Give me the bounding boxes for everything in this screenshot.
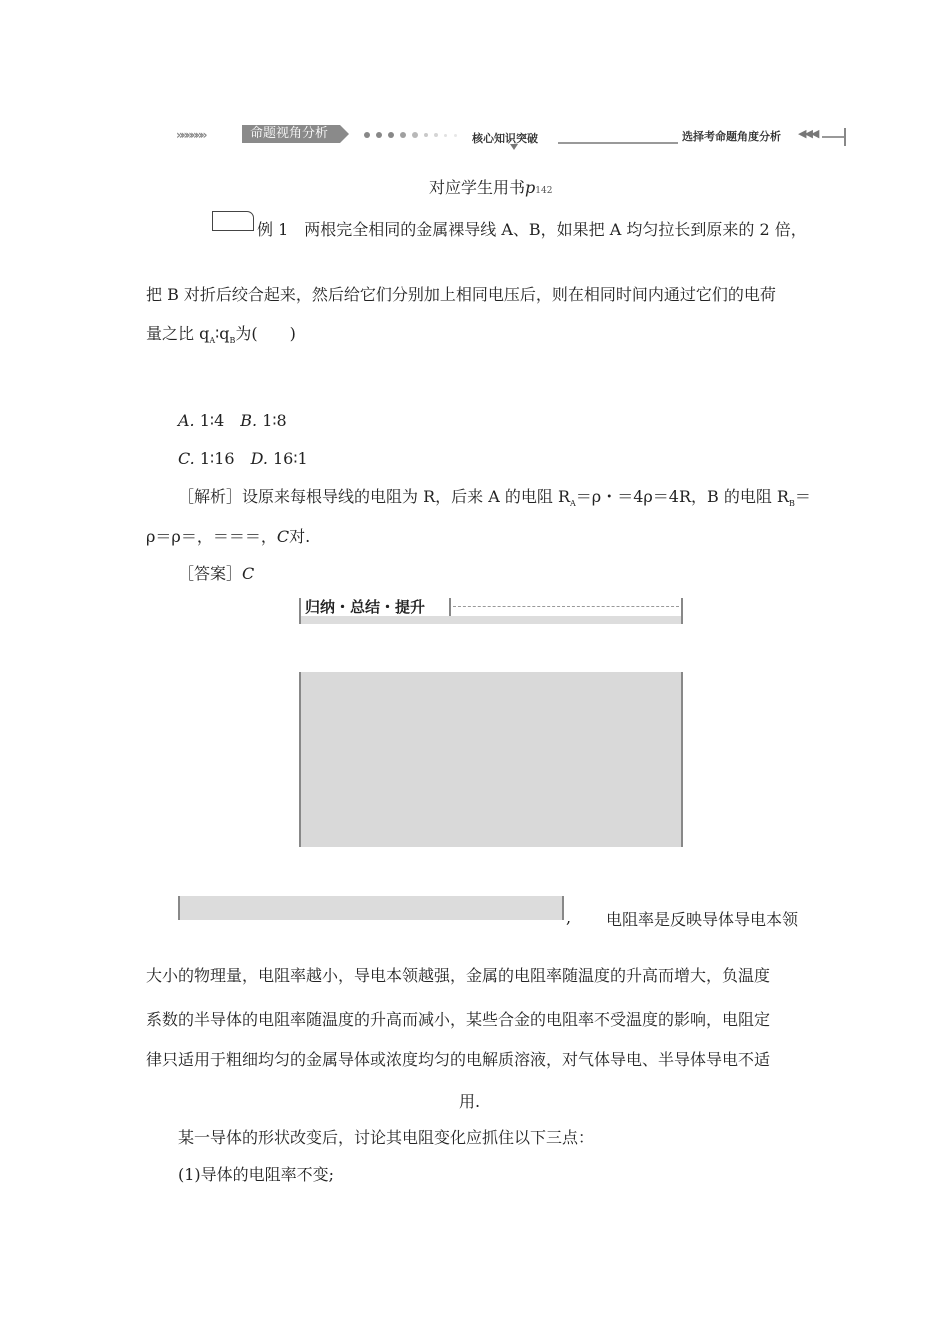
answer-line xyxy=(178,564,254,584)
text-span: C xyxy=(276,527,290,546)
text-span: ［解析］设原来每根导线的电阻为 R，后来 A 的电阻 R xyxy=(178,487,570,506)
section-banner xyxy=(176,124,848,150)
subscript: B xyxy=(788,499,795,509)
paragraph-line-7: (1)导体的电阻率不变; xyxy=(178,1165,335,1184)
dot-icon xyxy=(412,132,418,138)
divider xyxy=(844,128,846,146)
option-letter: C. xyxy=(178,449,195,468)
text-span: 对. xyxy=(289,527,311,546)
options-line-1 xyxy=(178,411,287,431)
page-prefix: p xyxy=(525,178,536,197)
banner-middle: 核心知识突破 xyxy=(472,132,538,145)
reference-text: 对应学生用书 xyxy=(429,178,526,197)
banner-right: 选择考命题角度分析 xyxy=(682,130,781,143)
chevron-right-icon: »»»»»» xyxy=(176,128,205,142)
paragraph-line-2: 大小的物理量，电阻率越小，导电本领越强，金属的电阻率随温度的升高而增大，负温度 xyxy=(146,966,771,985)
triangle-down-icon xyxy=(510,144,518,150)
summary-header xyxy=(299,596,683,624)
subscript: A xyxy=(209,336,216,346)
divider xyxy=(558,142,678,144)
example-marker xyxy=(212,211,254,231)
dot-icon xyxy=(364,132,370,138)
dot-icon xyxy=(454,134,457,137)
paragraph-line-6: 某一导体的形状改变后，讨论其电阻变化应抓住以下三点： xyxy=(178,1128,595,1147)
dot-icon xyxy=(388,132,394,138)
paragraph-line-4: 律只适用于粗细均匀的金属导体或浓度均匀的电解质溶液，对气体导电、半导体导电不适 xyxy=(146,1050,771,1069)
text-span: ＝ xyxy=(794,487,811,506)
answer-label: ［答案］ xyxy=(178,564,243,583)
divider xyxy=(449,598,451,616)
option-letter: D. xyxy=(250,449,268,468)
analysis-line-1 xyxy=(178,487,811,514)
dot-icon xyxy=(376,132,382,138)
page-number: 142 xyxy=(535,186,553,196)
analysis-line-2 xyxy=(146,527,310,547)
paragraph-line-5: 用. xyxy=(459,1092,481,1111)
example-line-3 xyxy=(146,324,296,351)
arrow-left-icon: ◀◀◀ xyxy=(798,127,818,140)
subscript: A xyxy=(570,499,576,509)
subscript: B xyxy=(229,336,236,346)
summary-title: 归纳・总结・提升 xyxy=(305,598,426,616)
summary-placeholder-box xyxy=(299,672,683,847)
reference-line xyxy=(429,178,552,201)
text-span: ρ＝ρ＝，＝＝＝， xyxy=(146,527,277,546)
text-span: ∶q xyxy=(215,324,230,343)
option-text: 1∶8 xyxy=(257,411,287,430)
banner-tag: 命题视角分析 xyxy=(242,125,340,143)
paragraph-line-1: 电阻率是反映导体导电本领 xyxy=(606,910,799,929)
options-line-2 xyxy=(178,449,308,469)
option-text: 16∶1 xyxy=(267,449,308,468)
divider xyxy=(822,136,844,138)
dot-icon xyxy=(424,133,428,137)
text-span: ＝ρ・＝4ρ＝4R，B 的电阻 R xyxy=(575,487,789,506)
example-line-2: 把 B 对折后绞合起来，然后给它们分别加上相同电压后，则在相同时间内通过它们的电荷 xyxy=(146,285,776,304)
divider xyxy=(681,598,683,624)
option-letter: A. xyxy=(178,411,195,430)
option-text: 1∶16 xyxy=(194,449,251,468)
summary-bar xyxy=(301,616,681,624)
text-span: 为( ) xyxy=(235,324,296,343)
placeholder-bar xyxy=(178,896,564,920)
option-text: 1∶4 xyxy=(194,411,241,430)
paragraph-line-3: 系数的半导体的电阻率随温度的升高而减小，某些合金的电阻率不受温度的影响，电阻定 xyxy=(146,1010,771,1029)
dot-icon xyxy=(400,132,406,138)
text-span: 量之比 q xyxy=(146,324,210,343)
option-letter: B. xyxy=(240,411,258,430)
dashed-divider xyxy=(453,606,679,607)
dot-icon xyxy=(444,134,447,137)
example-line-1: 例 1 两根完全相同的金属裸导线 A、B，如果把 A 均匀拉长到原来的 2 倍， xyxy=(257,220,807,239)
lead-comma: , xyxy=(566,908,572,927)
dot-icon xyxy=(434,133,438,137)
answer-value: C xyxy=(242,564,255,583)
